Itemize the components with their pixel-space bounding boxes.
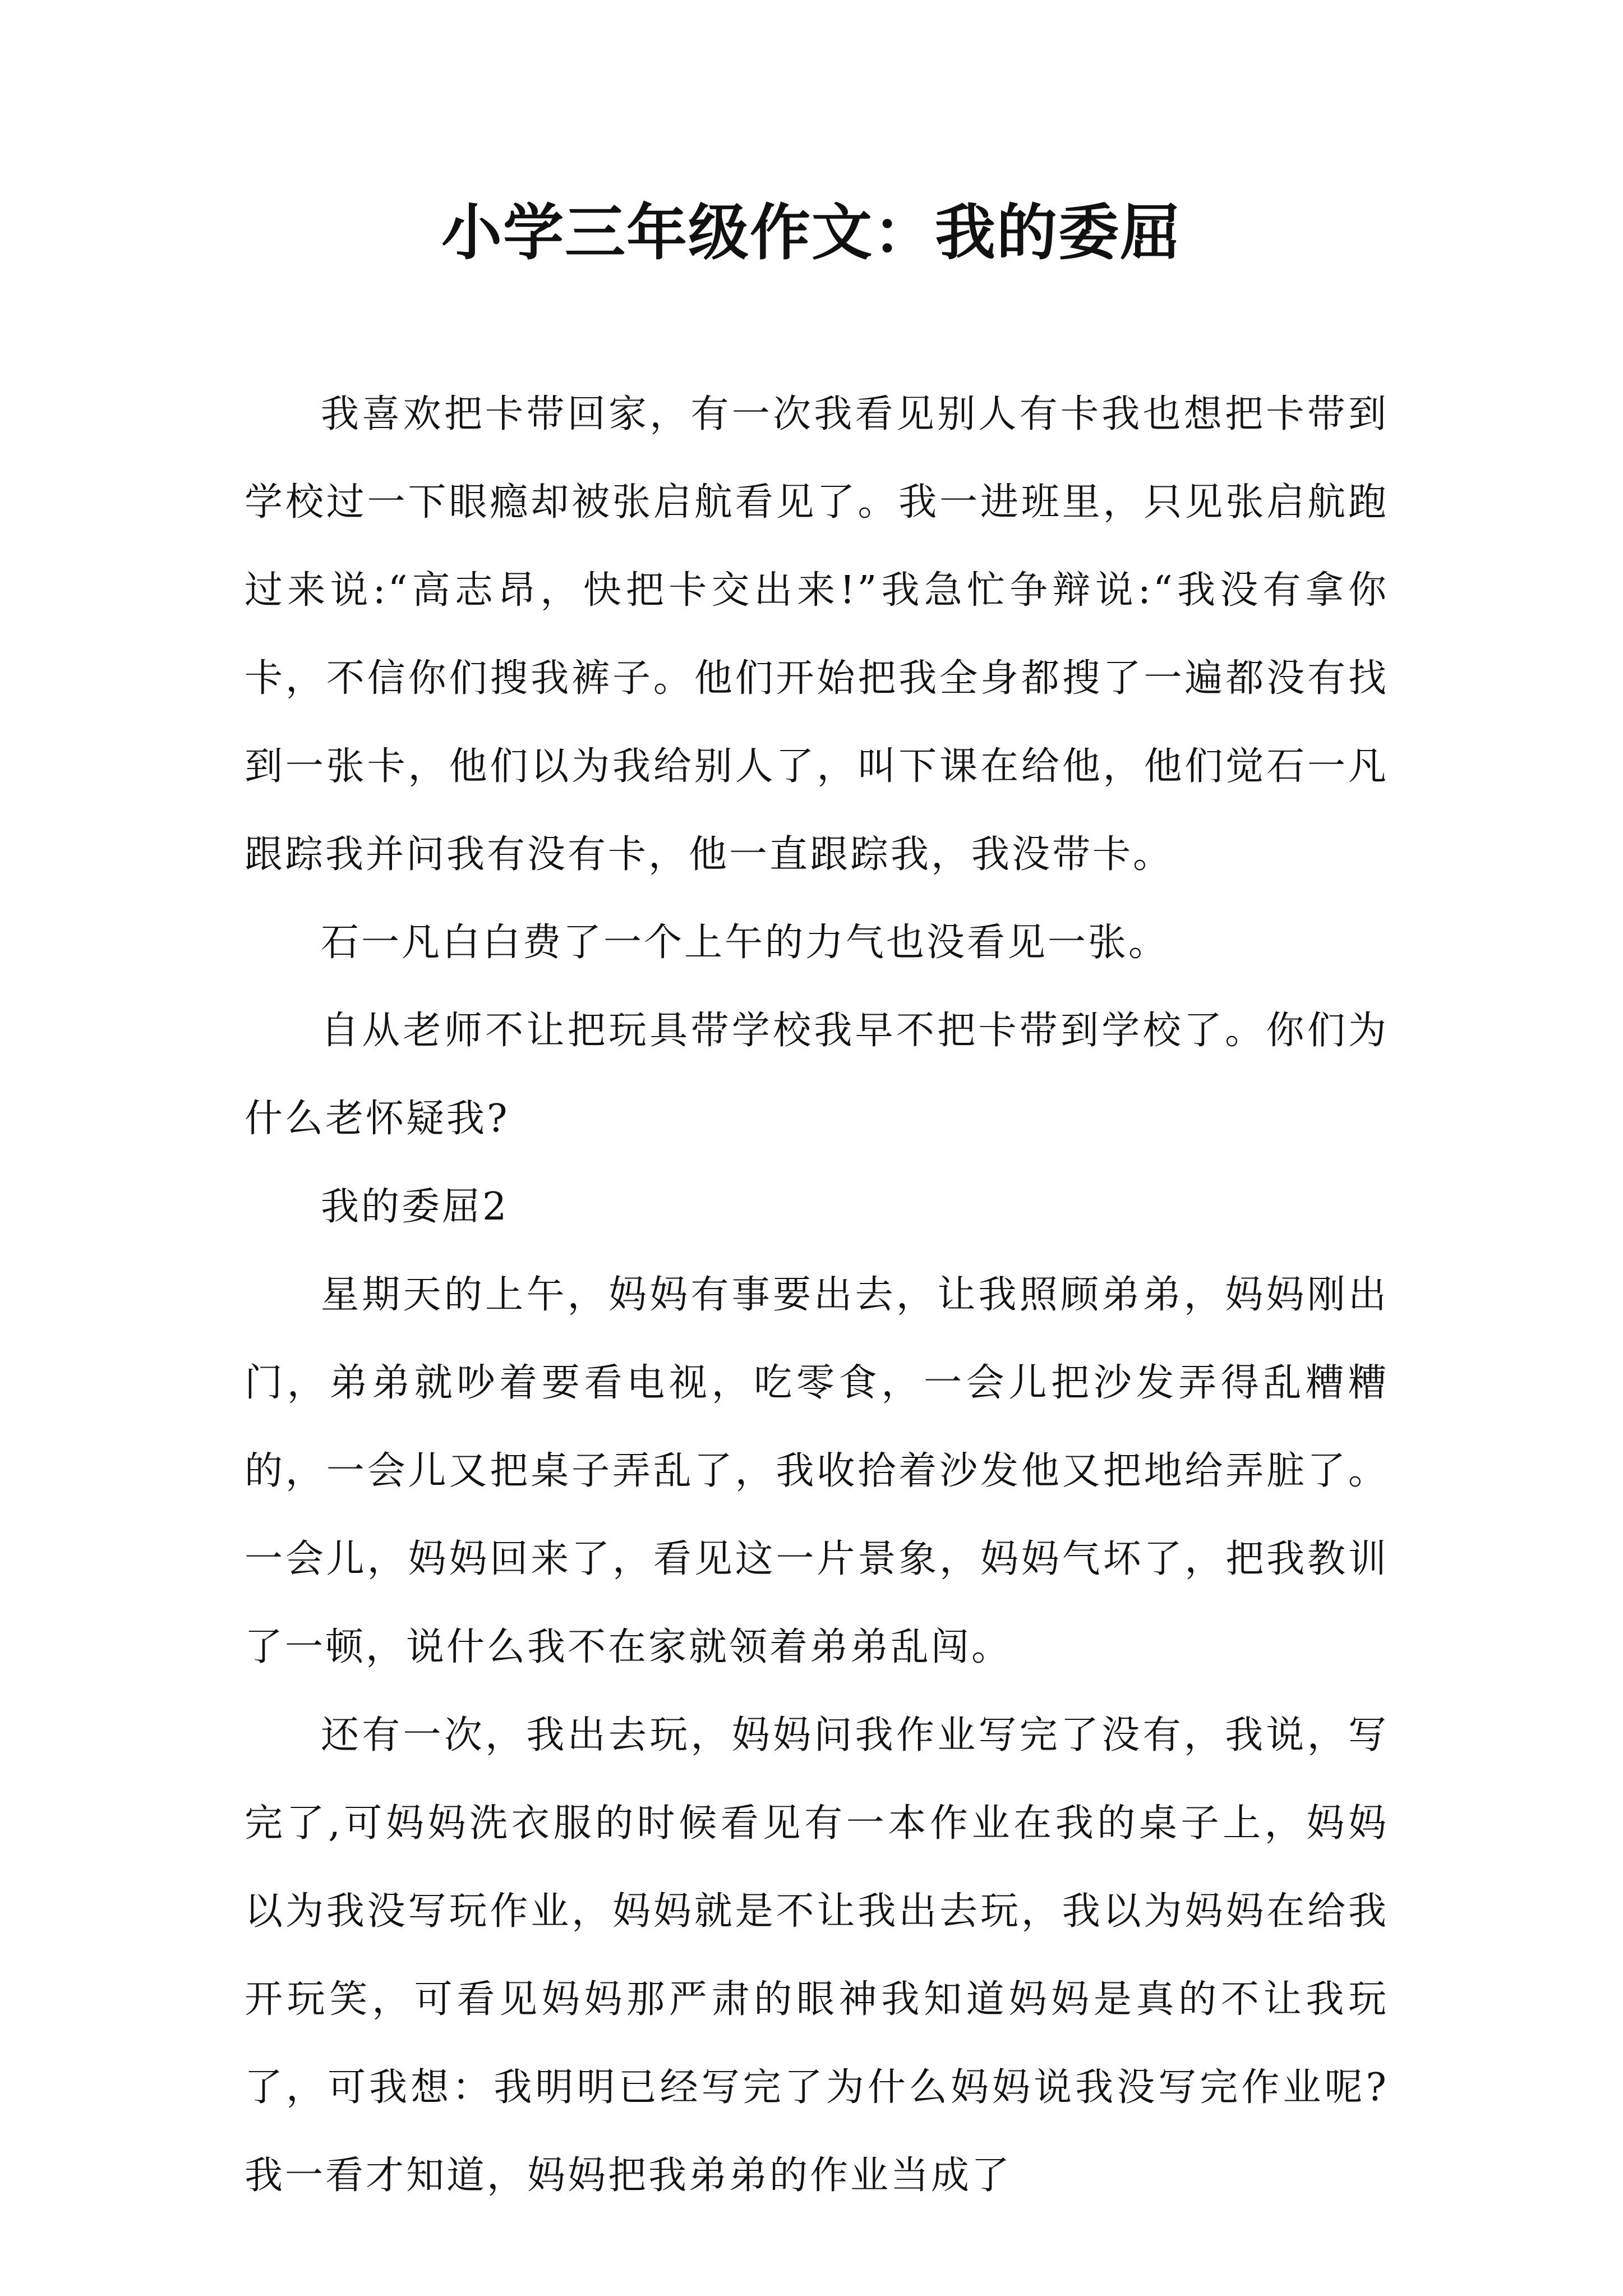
paragraph-3: 自从老师不让把玩具带学校我早不把卡带到学校了。你们为什么老怀疑我? (245, 1009, 1389, 1141)
document-body (245, 370, 1389, 2220)
paragraph-5: 还有一次，我出去玩，妈妈问我作业写完了没有，我说，写完了,可妈妈洗衣服的时候看见有一本作业在我的桌子上，妈妈以为我没写玩作业，妈妈就是不让我出去玩，我以为妈妈在给我开玩笑，可看见妈妈那严肃的眼神我知道妈妈是真的不让我玩了，可我想：我明明已经写完了为什么妈妈说我没写完作业呢?我一看才知道，妈妈把我弟弟的作业当成了 (245, 1713, 1389, 2198)
document-title: 小学三年级作文：我的委屈 (441, 197, 1182, 268)
paragraph-2: 石一凡白白费了一个上午的力气也没看见一张。 (321, 921, 1169, 965)
paragraph-4: 星期天的上午，妈妈有事要出去，让我照顾弟弟，妈妈刚出门，弟弟就吵着要看电视，吃零食，一会儿把沙发弄得乱糟糟的，一会儿又把桌子弄乱了，我收拾着沙发他又把地给弄脏了。一会儿，妈妈回来了，看见这一片景象，妈妈气坏了，把我教训了一顿，说什么我不在家就领着弟弟乱闯。 (245, 1273, 1389, 1669)
section-heading: 我的委屈2 (321, 1185, 509, 1229)
paragraph-1: 我喜欢把卡带回家，有一次我看见别人有卡我也想把卡带到学校过一下眼瘾却被张启航看见了。我一进班里，只见张启航跑过来说:“高志昂，快把卡交出来!”我急忙争辩说:“我没有拿你卡，不信你们搜我裤子。他们开始把我全身都搜了一遍都没有找到一张卡，他们以为我给别人了，叫下课在给他，他们觉石一凡跟踪我并问我有没有卡，他一直跟踪我，我没带卡。 (245, 392, 1389, 877)
